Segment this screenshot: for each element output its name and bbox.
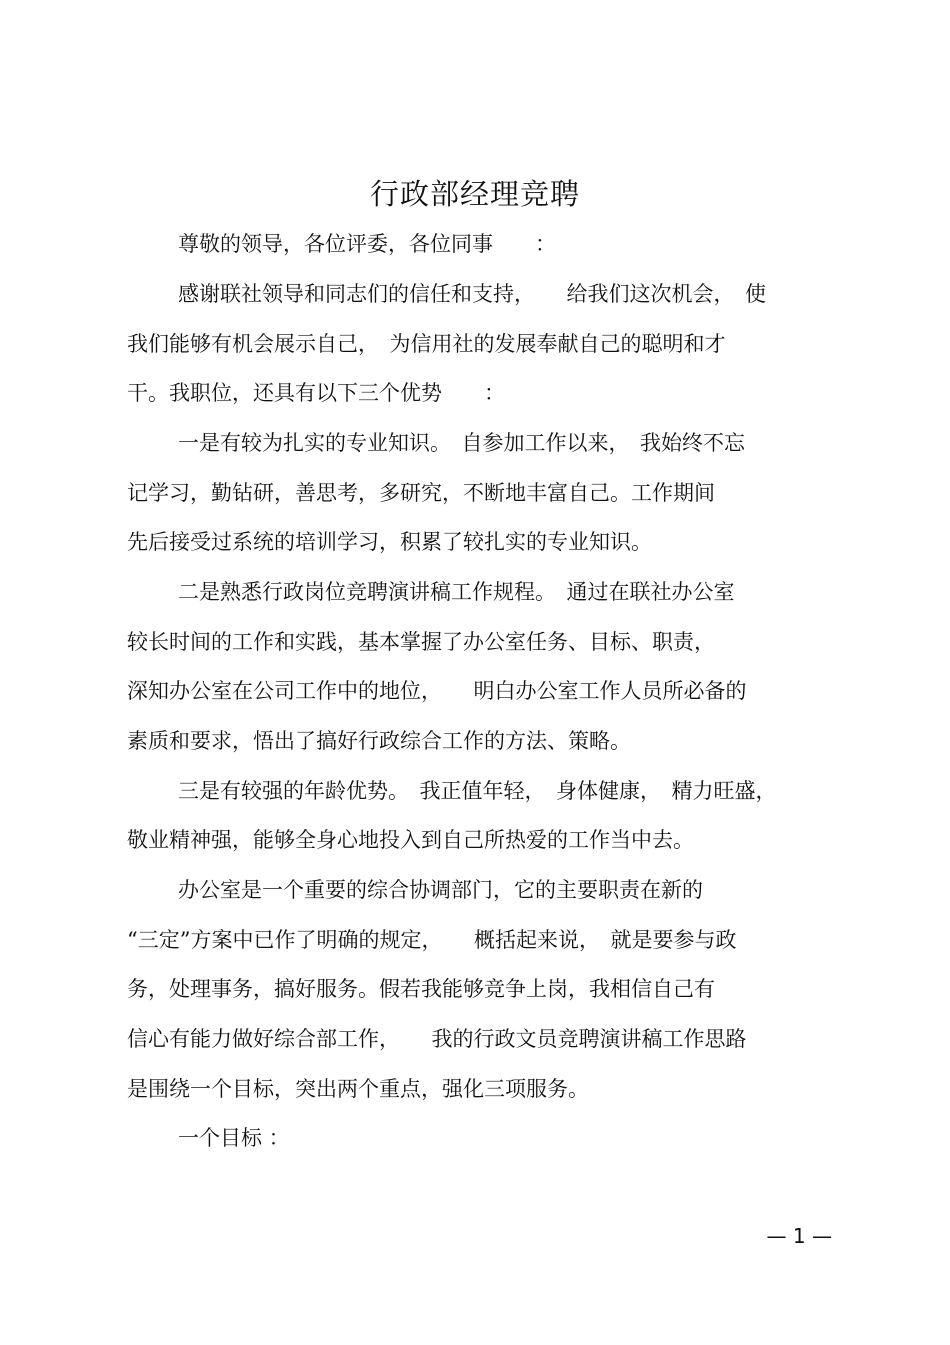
body-line-7: 先后接受过系统的培训学习，积累了较扎实的专业知识。 <box>127 530 652 554</box>
body-line-4: 干。我职位，还具有以下三个优势 ： <box>127 381 505 405</box>
body-line-18: 是围绕一个目标，突出两个重点，强化三项服务。 <box>127 1077 589 1101</box>
body-line-10: 深知办公室在公司工作中的地位， 明白办公室工作人员所必备的 <box>127 679 747 703</box>
body-line-15: “三定”方案中已作了明确的规定， 概括起来说， 就是要参与政 <box>127 928 737 952</box>
body-line-1: 尊敬的领导，各位评委，各位同事 ： <box>178 232 556 256</box>
body-line-9: 较长时间的工作和实践，基本掌握了办公室任务、目标、职责， <box>127 630 715 654</box>
body-line-17: 信心有能力做好综合部工作， 我的行政文员竞聘演讲稿工作思路 <box>127 1027 747 1051</box>
body-line-11: 素质和要求，悟出了搞好行政综合工作的方法、策略。 <box>127 729 631 753</box>
body-line-14: 办公室是一个重要的综合协调部门，它的主要职责在新的 <box>178 878 703 902</box>
page-number: — 1 — <box>766 1224 832 1248</box>
body-line-8: 二是熟悉行政岗位竞聘演讲稿工作规程。 通过在联社办公室 <box>178 580 735 604</box>
body-line-2: 感谢联社领导和同志们的信任和支持， 给我们这次机会， 使 <box>178 282 766 306</box>
body-line-13: 敬业精神强，能够全身心地投入到自己所热爱的工作当中去。 <box>127 828 694 852</box>
document-title: 行政部经理竞聘 <box>369 177 580 211</box>
body-line-19: 一个目标 ： <box>178 1126 290 1150</box>
body-line-16: 务，处理事务，搞好服务。假若我能够竞争上岗，我相信自己有 <box>127 977 715 1001</box>
body-line-12: 三是有较强的年龄优势。 我正值年轻， 身体健康， 精力旺盛， <box>178 779 777 803</box>
body-line-5: 一是有较为扎实的专业知识。 自参加工作以来， 我始终不忘 <box>178 431 745 455</box>
body-line-3: 我们能够有机会展示自己， 为信用社的发展奉献自己的聪明和才 <box>127 332 726 356</box>
body-line-6: 记学习，勤钻研，善思考，多研究，不断地丰富自己。工作期间 <box>127 481 715 505</box>
